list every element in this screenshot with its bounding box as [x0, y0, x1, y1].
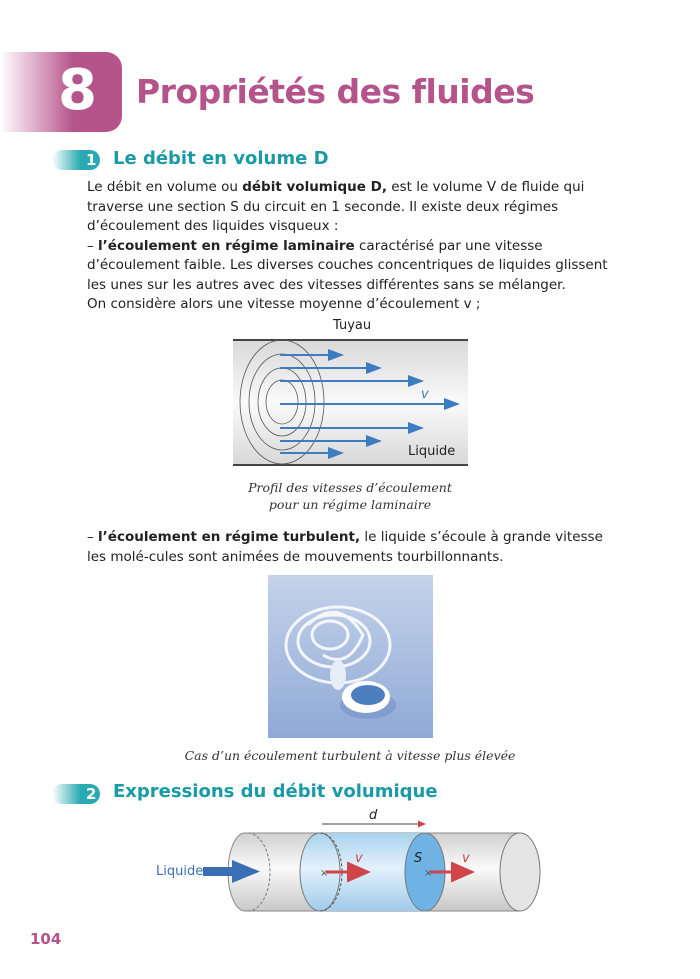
figure-caption: Profil des vitesses d’écoulement pour un régime laminaire: [248, 480, 452, 512]
liquid-label: Liquide: [408, 444, 456, 459]
chapter-title: Propriétés des fluides: [136, 72, 535, 111]
turbulent-flow-photo: [268, 575, 433, 738]
velocity-label: v: [462, 851, 470, 866]
paragraph: – l’écoulement en régime turbulent, le liquide s’écoule à grande vitesse les molé-cules sont animées de mouvements tourbillonnants.: [87, 529, 603, 565]
velocity-label: v: [355, 851, 363, 866]
velocity-label: v: [421, 387, 429, 402]
chapter-number: 8: [58, 58, 97, 123]
section-number: 2: [86, 785, 97, 803]
section-number: 1: [86, 151, 97, 169]
section-area-label: S: [414, 851, 423, 866]
section-title: Le débit en volume D: [113, 148, 329, 169]
pipe-flow-figure: [140, 800, 560, 920]
liquid-label: Liquide: [156, 864, 204, 879]
tube-label: Tuyau: [333, 318, 372, 333]
section-title: Expressions du débit volumique: [113, 781, 438, 802]
svg-text:×: ×: [424, 868, 433, 879]
page-number: 104: [30, 930, 62, 948]
figure-caption: Cas d’un écoulement turbulent à vitesse plus élevée: [184, 748, 516, 763]
distance-label: d: [369, 808, 378, 823]
svg-text:×: ×: [320, 868, 329, 879]
paragraph: Le débit en volume ou débit volumique D, est le volume V de fluide qui traverse une section S du circuit en 1 seconde. Il existe deux régimes d’écoulement des liquides visqueux : – l’écoulement en régime laminaire caractérisé par une vitesse d’écoulement faible. Les diverses couches concentriques de liquides glissent les unes sur les autres avec des vitesses différentes sans se mélanger. On considère alors une vitesse moyenne d’écoulement v ;: [87, 179, 608, 312]
